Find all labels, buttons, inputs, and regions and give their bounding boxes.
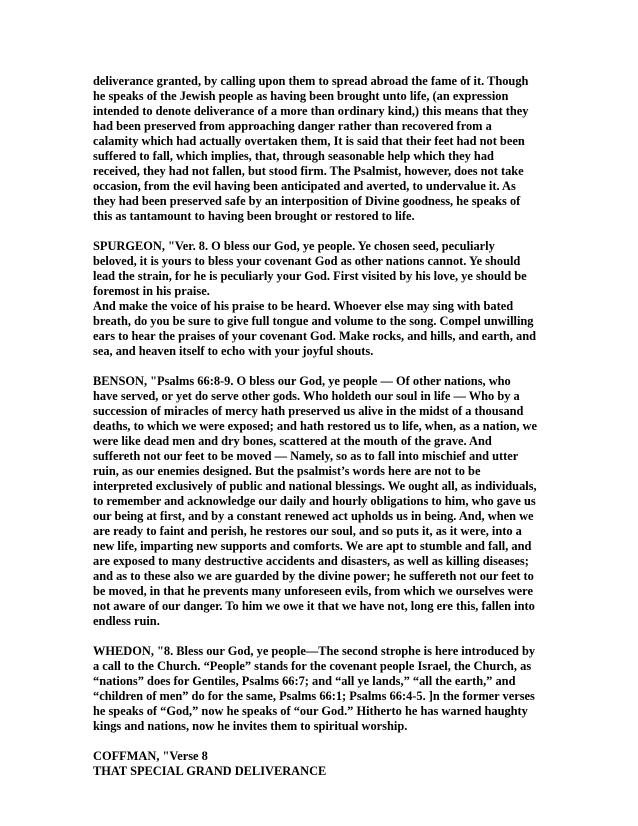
paragraph-spurgeon: SPURGEON, "Ver. 8. O bless our God, ye people. Ye chosen seed, peculiarly beloved, it is yours to bless your covenant God as other nations cannot. Ye should lead the strain, for he is peculiarly your God. First visited by his love, ye should be foremost in his praise. bbox=[93, 239, 527, 298]
section-heading: THAT SPECIAL GRAND DELIVERANCE bbox=[93, 764, 327, 778]
paragraph-benson: BENSON, "Psalms 66:8-9. O bless our God, ye people — Of other nations, who have served, or yet do serve other gods. Who holdeth our soul in life — Who by a succession of miracles of mercy hath preserved us alive in the midst of a thousand deaths, to which we were exposed; and hath restored us to life, when, as a nation, we were like dead men and dry bones, scattered at the mouth of the grave. And suffereth not our feet to be moved — Namely, so as to fall into mischief and utter ruin, as our enemies designed. But the psalmist’s words here are not to be interpreted exclusively of public and national blessings. We ought all, as individuals, to remember and acknowledge our daily and hourly obligations to him, who gave us our being at first, and by a constant renewed act upholds us in being. And, when we are ready to faint and perish, he restores our soul, and so puts it, as it were, into a new life, imparting new supports and comforts. We are apt to stumble and fall, and are exposed to many destructive accidents and disasters, as well as killing diseases; and as to these also we are guarded by the divine power; he suffereth not our feet to be moved, in that he prevents many unforeseen evils, from which we ourselves were not aware of our danger. To him we owe it that we have not, long ere this, fallen into endless ruin. bbox=[93, 374, 538, 628]
coffman-label: COFFMAN, "Verse 8 bbox=[93, 749, 208, 763]
paragraph-calvin-continuation: deliverance granted, by calling upon them to spread abroad the fame of it. Though he speaks of the Jewish people as having been brought unto life, (an expression intended to denote deliverance of a more than ordinary kind,) this means that they had been preserved from approaching danger rather than recovered from a calamity which had actually overtaken them, It is said that their feet had not been suffered to fall, which implies, that, through seasonable help which they had received, they had not fallen, but stood firm. The Psalmist, however, does not take occasion, from the evil having been anticipated and averted, to undervalue it. As they had been preserved safe by an interposition of Divine goodness, he speaks of this as tantamount to having been brought or restored to life. bbox=[93, 74, 529, 223]
document-page bbox=[93, 74, 553, 779]
paragraph-whedon: WHEDON, "8. Bless our God, ye people—The second strophe is here introduced by a call to the Church. “People” stands for the covenant people Israel, the Church, as “nations” does for Gentiles, Psalms 66:7; and “all ye lands,” “all the earth,” and “children of men” do for the same, Psalms 66:1; Psalms 66:4-5. ]n the former verses he speaks of “God,” now he speaks of “our God.” Hitherto he has warned haughty kings and nations, now he invites them to spiritual worship. bbox=[93, 644, 536, 733]
paragraph-spurgeon-continued: And make the voice of his praise to be heard. Whoever else may sing with bated breath, do you be sure to give full tongue and volume to the song. Compel unwilling ears to hear the praises of your covenant God. Make rocks, and hills, and earth, and sea, and heaven itself to echo with your joyful shouts. bbox=[93, 299, 536, 358]
